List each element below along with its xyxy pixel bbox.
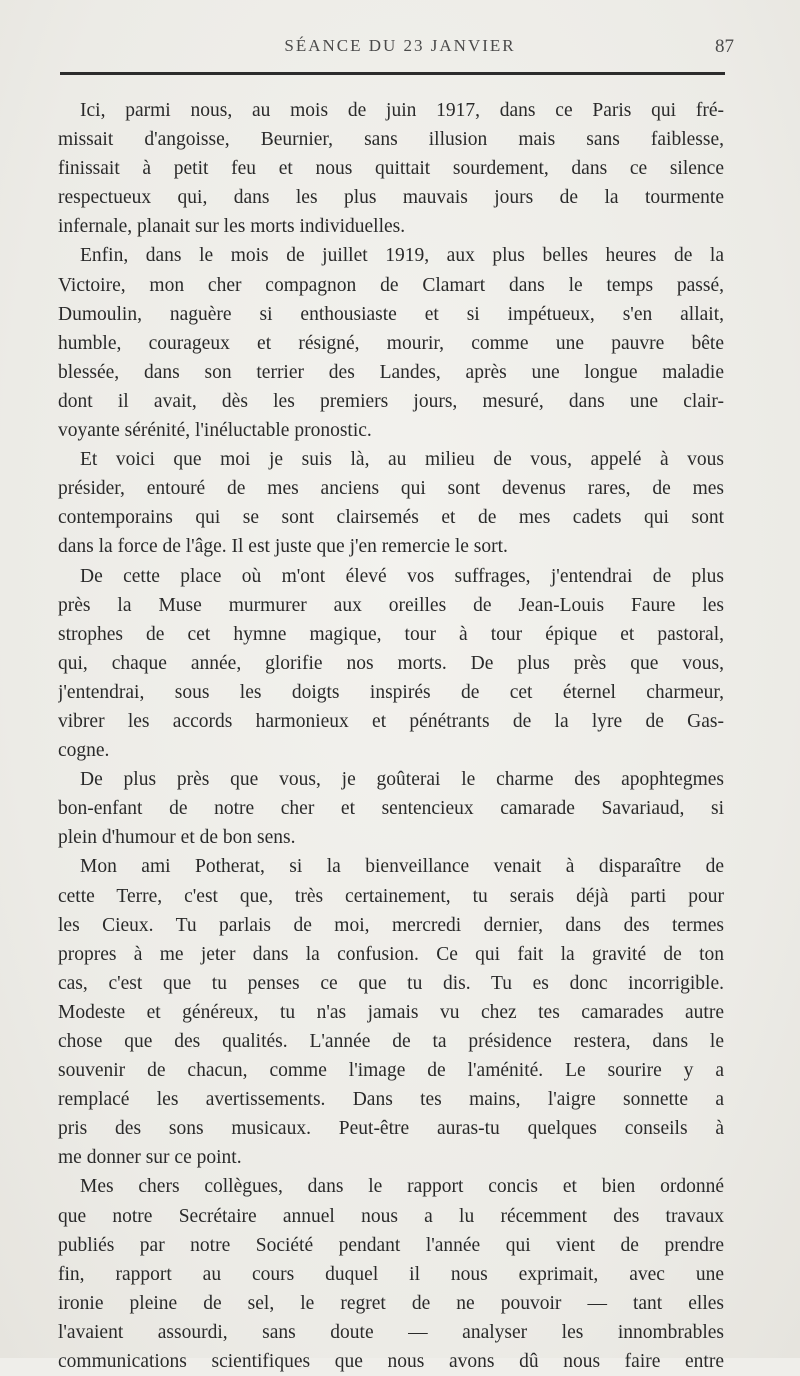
text-line: plein d'humour et de bon sens. — [58, 827, 296, 849]
paragraph — [58, 96, 724, 241]
body-text — [58, 96, 724, 1376]
text-line: finissait à petit feu et nous quittait sourdement, dans ce silence — [58, 158, 724, 180]
running-head-title: SÉANCE DU 23 JANVIER — [284, 36, 516, 55]
text-line: infernale, planait sur les morts individuelles. — [58, 216, 406, 238]
text-line: propres à me jeter dans la confusion. Ce qui fait la gravité de ton — [58, 943, 724, 965]
page-number: 87 — [715, 36, 734, 57]
header-rule — [60, 72, 725, 75]
text-line: Mes chers collègues, dans le rapport concis et bien ordonné — [80, 1176, 724, 1198]
text-line: De plus près que vous, je goûterai le charme des apophtegmes — [80, 769, 724, 791]
text-line: vibrer les accords harmonieux et pénétrants de la lyre de Gas- — [58, 710, 724, 732]
text-line: Victoire, mon cher compagnon de Clamart dans le temps passé, — [58, 274, 724, 296]
text-line: souvenir de chacun, comme l'image de l'aménité. Le sourire y a — [58, 1060, 724, 1082]
text-line: que notre Secrétaire annuel nous a lu récemment des travaux — [58, 1205, 724, 1227]
text-line: chose que des qualités. L'année de ta présidence restera, dans le — [58, 1031, 724, 1052]
text-line: Ici, parmi nous, au mois de juin 1917, dans ce Paris qui fré- — [80, 100, 724, 121]
text-line: contemporains qui se sont clairsemés et de mes cadets qui sont — [58, 507, 724, 529]
text-line: Et voici que moi je suis là, au milieu de vous, appelé à vous — [80, 449, 724, 471]
text-line: Mon ami Potherat, si la bienveillance venait à disparaître de — [80, 856, 724, 878]
text-line: cogne. — [58, 740, 110, 762]
text-line: communications scientifiques que nous avons dû nous faire entre — [58, 1351, 724, 1373]
text-line: remplacé les avertissements. Dans tes mains, l'aigre sonnette a — [58, 1089, 724, 1111]
text-line: dont il avait, dès les premiers jours, mesuré, dans une clair- — [58, 390, 724, 412]
text-line: Dumoulin, naguère si enthousiaste et si impétueux, s'en allait, — [58, 303, 724, 325]
paragraph — [58, 765, 724, 852]
text-line: Modeste et généreux, tu n'as jamais vu chez tes camarades autre — [58, 1001, 724, 1023]
text-line: j'entendrai, sous les doigts inspirés de cet éternel charmeur, — [58, 681, 724, 703]
paragraph — [58, 1172, 724, 1376]
text-line: ironie pleine de sel, le regret de ne pouvoir — tant elles — [58, 1292, 724, 1314]
paragraph — [58, 562, 724, 766]
text-line: cette Terre, c'est que, très certainement, tu serais déjà parti pour — [58, 885, 724, 907]
text-line: qui, chaque année, glorifie nos morts. De plus près que vous, — [58, 652, 724, 674]
text-line: missait d'angoisse, Beurnier, sans illusion mais sans faiblesse, — [58, 129, 724, 151]
paragraph — [58, 241, 724, 445]
text-line: respectueux qui, dans les plus mauvais jours de la tourmente — [58, 187, 724, 209]
text-line: pris des sons musicaux. Peut-être auras-tu quelques conseils à — [58, 1118, 724, 1140]
running-head — [60, 36, 740, 60]
paragraph — [58, 445, 724, 561]
text-line: l'avaient assourdi, sans doute — analyser les innombrables — [58, 1321, 724, 1343]
text-line: blessée, dans son terrier des Landes, après une longue maladie — [58, 361, 724, 383]
text-line: bon-enfant de notre cher et sentencieux camarade Savariaud, si — [58, 798, 724, 820]
text-line: près la Muse murmurer aux oreilles de Jean-Louis Faure les — [58, 594, 724, 616]
text-line: De cette place où m'ont élevé vos suffrages, j'entendrai de plus — [80, 565, 724, 587]
text-line: dans la force de l'âge. Il est juste que j'en remercie le sort. — [58, 536, 508, 558]
text-line: humble, courageux et résigné, mourir, comme une pauvre bête — [58, 332, 724, 354]
text-line: cas, c'est que tu penses ce que tu dis. Tu es donc incorrigible. — [58, 972, 724, 994]
text-line: strophes de cet hymne magique, tour à tour épique et pastoral, — [58, 623, 724, 645]
text-line: les Cieux. Tu parlais de moi, mercredi dernier, dans des termes — [58, 914, 724, 936]
paragraph — [58, 852, 724, 1172]
text-line: fin, rapport au cours duquel il nous exprimait, avec une — [58, 1263, 724, 1285]
text-line: me donner sur ce point. — [58, 1147, 242, 1169]
text-line: Enfin, dans le mois de juillet 1919, aux plus belles heures de la — [80, 245, 724, 267]
text-line: publiés par notre Société pendant l'année qui vient de prendre — [58, 1234, 724, 1256]
text-line: présider, entouré de mes anciens qui sont devenus rares, de mes — [58, 478, 724, 500]
text-line: voyante sérénité, l'inéluctable pronostic. — [58, 420, 372, 442]
